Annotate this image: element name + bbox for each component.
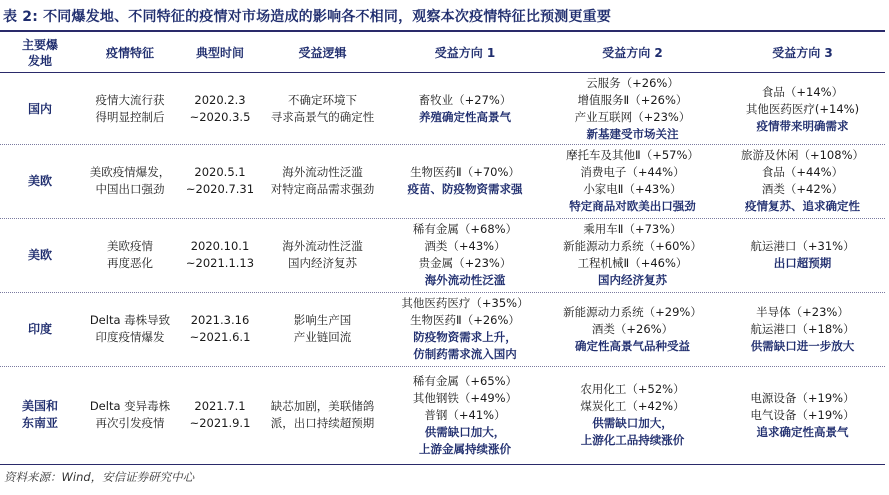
feature-cell (80, 366, 180, 464)
dir2-line: 乘用车Ⅱ（+73%） (583, 222, 682, 236)
table-title: 表 2: 不同爆发地、不同特征的疫情对市场造成的影响各不相同，观察本次疫情特征比预测更重要 (3, 9, 612, 25)
logic-cell (260, 292, 385, 366)
header-dir2: 受益方向 2 (602, 46, 663, 60)
time-line: ~2020.7.31 (185, 182, 255, 196)
header-feature: 疫情特征 (105, 46, 154, 60)
dir1-line: 稀有金属（+65%） (412, 373, 518, 388)
dir3-conclusion: 疫情带来明确需求 (756, 118, 849, 133)
logic-line: 寻求高景气的确定性 (270, 110, 375, 124)
direction2-cell (545, 292, 720, 366)
dir2-line: 消费电子（+44%） (580, 165, 685, 179)
dir3-line: 半导体（+23%） (756, 304, 849, 319)
dir2-line: 云服务（+26%） (586, 76, 679, 90)
dir2-line: 酒类（+26%） (591, 321, 674, 336)
time-cell (180, 218, 260, 292)
feature-cell (80, 144, 180, 218)
feature-line: 再次引发疫情 (95, 416, 165, 430)
dir2-conclusion: 新基建受市场关注 (586, 127, 679, 141)
dir3-line: 食品（+14%） (761, 84, 844, 99)
dir1-conclusion: 供需缺口加大， (424, 424, 506, 439)
region-label: 美国和东南亚 (21, 399, 58, 430)
direction2-cell (545, 74, 720, 144)
dir2-conclusion: 国内经济复苏 (598, 273, 667, 287)
header-region: 主要爆发地 (21, 38, 58, 68)
dir2-line: 增值服务Ⅱ（+26%） (577, 93, 688, 107)
feature-cell (80, 292, 180, 366)
feature-line: Delta 毒株导致 (89, 313, 171, 327)
bottom-rule (0, 464, 885, 465)
logic-line: 不确定环境下 (288, 93, 357, 107)
dir1-conclusion: 上游金属持续涨价 (419, 441, 511, 456)
direction2-cell (545, 218, 720, 292)
logic-line: 影响生产国 (293, 313, 352, 327)
dir3-line: 其他医药医疗(+14%) (745, 101, 860, 116)
dir2-conclusion: 特定商品对欧美出口强劲 (569, 199, 696, 213)
direction3-cell (720, 366, 885, 464)
direction1-cell (385, 218, 545, 292)
dir1-line: 其他医药医疗（+35%） (401, 296, 529, 310)
time-line: 2021.3.16 (190, 313, 250, 327)
dir2-conclusion: 上游化工品持续涨价 (580, 433, 685, 447)
direction2-cell (545, 144, 720, 218)
logic-line: 缺芯加剧，美联储鸽 (270, 399, 375, 413)
dir1-line: 生物医药Ⅱ（+26%） (410, 313, 520, 327)
source-note: 资料来源：Wind，安信证券研究中心 (4, 470, 195, 484)
region-label: 美欧 (27, 247, 52, 262)
dir3-line: 食品（+44%） (761, 165, 844, 179)
dir1-line: 普钢（+41%） (424, 407, 506, 422)
feature-line: 美欧疫情 (107, 239, 153, 253)
dir1-line: 畜牧业（+27%） (418, 93, 512, 107)
time-line: 2020.5.1 (194, 165, 246, 179)
dir3-line: 电源设备（+19%） (750, 390, 855, 405)
feature-line: 印度疫情爆发 (95, 330, 165, 344)
region-label: 印度 (27, 321, 52, 336)
time-line: ~2021.1.13 (185, 256, 255, 270)
time-cell (180, 366, 260, 464)
dir3-line: 电气设备（+19%） (750, 407, 855, 422)
dir3-conclusion: 供需缺口进一步放大 (750, 338, 855, 353)
direction3-cell (720, 144, 885, 218)
region-cell (0, 292, 80, 366)
logic-line: 对特定商品需求强劲 (270, 182, 375, 196)
time-line: ~2021.9.1 (189, 416, 251, 430)
time-line: ~2021.6.1 (189, 330, 251, 344)
dir1-line: 贵金属（+23%） (418, 256, 512, 270)
dir2-conclusion: 供需缺口加大， (592, 416, 673, 430)
dir2-line: 新能源动力系统（+60%） (563, 239, 702, 253)
dir1-line: 生物医药Ⅱ（+70%） (410, 165, 520, 179)
logic-line: 国内经济复苏 (288, 256, 357, 270)
logic-line: 海外流动性泛滥 (282, 239, 363, 253)
header-rule (0, 72, 885, 73)
dir1-conclusion: 养殖确定性高景气 (419, 110, 511, 124)
dir1-conclusion: 仿制药需求流入国内 (413, 347, 517, 361)
dir2-line: 农用化工（+52%） (580, 382, 685, 396)
dir3-line: 旅游及休闲（+108%） (740, 148, 864, 162)
dir1-conclusion: 防疫物资需求上升， (413, 330, 517, 344)
dir3-line: 航运港口（+31%） (750, 239, 855, 253)
dir2-conclusion: 确定性高景气品种受益 (575, 338, 690, 353)
logic-cell (260, 218, 385, 292)
region-cell (0, 218, 80, 292)
region-cell (0, 366, 80, 464)
dir2-line: 新能源动力系统（+29%） (563, 304, 702, 319)
feature-line: 疫情大流行获 (95, 93, 165, 107)
direction2-cell (545, 366, 720, 464)
logic-cell (260, 74, 385, 144)
time-cell (180, 292, 260, 366)
direction1-cell (385, 366, 545, 464)
dir1-line: 稀有金属（+68%） (412, 222, 518, 236)
time-cell (180, 144, 260, 218)
logic-line: 海外流动性泛滥 (282, 165, 363, 179)
region-cell (0, 144, 80, 218)
dir1-conclusion: 海外流动性泛滥 (424, 273, 506, 287)
region-cell (0, 74, 80, 144)
dir2-line: 摩托车及其他Ⅱ（+57%） (566, 148, 699, 162)
header-dir1: 受益方向 1 (434, 46, 496, 60)
dir3-line: 航运港口（+18%） (750, 321, 855, 336)
feature-line: 再度恶化 (107, 256, 153, 270)
dir1-line: 其他钢铁（+49%） (412, 390, 518, 405)
direction3-cell (720, 292, 885, 366)
header-time: 典型时间 (195, 46, 244, 60)
dir2-line: 产业互联网（+23%） (574, 110, 691, 124)
dir1-line: 酒类（+43%） (424, 239, 506, 253)
time-line: 2020.10.1 (190, 239, 250, 253)
region-label: 国内 (27, 101, 52, 116)
logic-cell (260, 366, 385, 464)
dir2-line: 煤炭化工（+42%） (580, 399, 685, 413)
dir3-conclusion: 疫情复苏、追求确定性 (745, 199, 860, 213)
header-dir3: 受益方向 3 (772, 46, 833, 60)
title-bar (0, 0, 885, 32)
header-logic: 受益逻辑 (298, 46, 347, 60)
logic-cell (260, 144, 385, 218)
feature-line: 美欧疫情爆发， (89, 165, 171, 179)
feature-cell (80, 74, 180, 144)
region-label: 美欧 (27, 173, 52, 188)
feature-line: 中国出口强劲 (95, 182, 165, 196)
time-line: 2020.2.3 (194, 93, 246, 107)
dir2-line: 工程机械Ⅱ（+46%） (577, 256, 688, 270)
dir1-conclusion: 疫苗、防疫物资需求强 (407, 182, 523, 196)
feature-line: Delta 变异毒株 (89, 399, 171, 413)
direction3-cell (720, 218, 885, 292)
direction1-cell (385, 144, 545, 218)
dir3-conclusion: 追求确定性高景气 (756, 424, 849, 439)
dir3-line: 酒类（+42%） (761, 182, 844, 196)
direction1-cell (385, 292, 545, 366)
time-line: ~2020.3.5 (189, 110, 251, 124)
time-line: 2021.7.1 (194, 399, 246, 413)
direction3-cell (720, 74, 885, 144)
feature-line: 得明显控制后 (95, 110, 165, 124)
logic-line: 派，出口持续超预期 (270, 416, 375, 430)
direction1-cell (385, 74, 545, 144)
time-cell (180, 74, 260, 144)
feature-cell (80, 218, 180, 292)
logic-line: 产业链回流 (293, 330, 352, 344)
dir3-conclusion: 出口超预期 (773, 256, 832, 270)
dir2-line: 小家电Ⅱ（+43%） (583, 182, 682, 196)
